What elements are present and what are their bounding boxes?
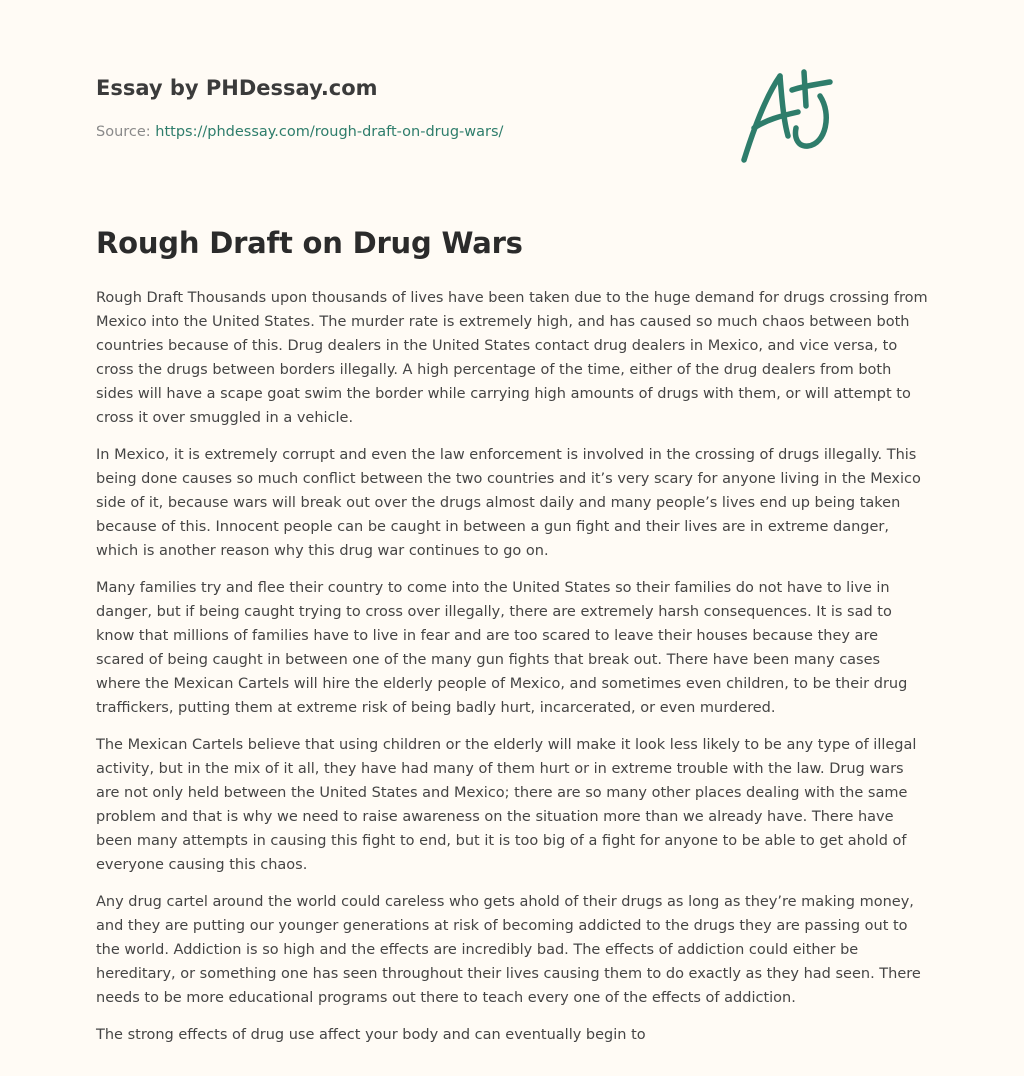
source-line xyxy=(96,124,503,140)
source-link[interactable]: https://phdessay.com/rough-draft-on-drug-wars/ xyxy=(155,124,504,140)
source-label: Source: xyxy=(96,124,156,140)
site-title: Essay by PHDessay.com xyxy=(96,76,378,100)
essay-paragraph: In Mexico, it is extremely corrupt and even the law enforcement is involved in the crossing of drugs illegally. This being done causes so much conflict between the two countries and it’s very scary for anyone living in the Mexico side of it, because wars will break out over the drugs almost daily and many people’s lives end up being taken because of this. Innocent people can be caught in between a gun fight and their lives are in extreme danger, which is another reason why this drug war continues to go on. xyxy=(96,447,921,559)
a-plus-grade-icon xyxy=(736,66,836,166)
essay-paragraph: Any drug cartel around the world could careless who gets ahold of their drugs as long as they’re making money, and they are putting our younger generations at risk of becoming addicted to the drugs they are passing out to the world. Addiction is so high and the effects are incredibly bad. The effects of addiction could either be hereditary, or something one has seen throughout their lives causing them to do exactly as they had seen. There needs to be more educational programs out there to teach every one of the effects of addiction. xyxy=(96,894,921,1006)
essay-title: Rough Draft on Drug Wars xyxy=(96,226,523,260)
essay-body xyxy=(96,286,928,1047)
essay-paragraph: The strong effects of drug use affect your body and can eventually begin to xyxy=(96,1027,646,1043)
essay-paragraph: Many families try and flee their country to come into the United States so their families do not have to live in danger, but if being caught trying to cross over illegally, there are extremely harsh consequences. It is sad to know that millions of families have to live in fear and are too scared to leave their houses because they are scared of being caught in between one of the many gun fights that break out. There have been many cases where the Mexican Cartels will hire the elderly people of Mexico, and sometimes even children, to be their drug traffickers, putting them at extreme risk of being badly hurt, incarcerated, or even murdered. xyxy=(96,580,908,716)
essay-paragraph: The Mexican Cartels believe that using children or the elderly will make it look less likely to be any type of illegal activity, but in the mix of it all, they have had many of them hurt or in extreme trouble with the law. Drug wars are not only held between the United States and Mexico; there are so many other places dealing with the same problem and that is why we need to raise awareness on the situation more than we already have. There have been many attempts in causing this fight to end, but it is too big of a fight for anyone to be able to get ahold of everyone causing this chaos. xyxy=(96,737,917,873)
essay-paragraph: Rough Draft Thousands upon thousands of lives have been taken due to the huge demand for drugs crossing from Mexico into the United States. The murder rate is extremely high, and has caused so much chaos between both countries because of this. Drug dealers in the United States contact drug dealers in Mexico, and vice versa, to cross the drugs between borders illegally. A high percentage of the time, either of the drug dealers from both sides will have a scape goat swim the border while carrying high amounts of drugs with them, or will attempt to cross it over smuggled in a vehicle. xyxy=(96,290,928,426)
site-header xyxy=(96,0,928,190)
